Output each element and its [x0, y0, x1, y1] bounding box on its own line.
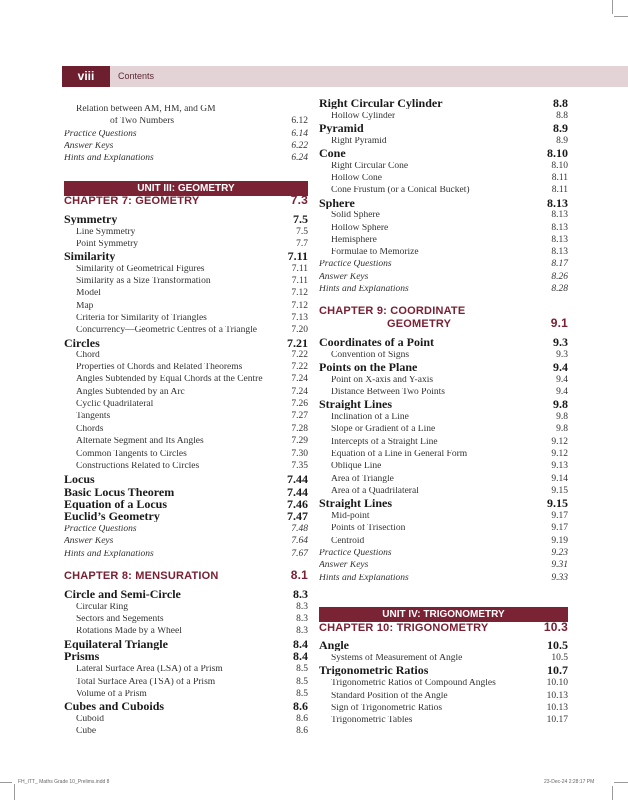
toc-page-number: 8.10	[551, 161, 568, 172]
toc-page-number: 9.12	[551, 449, 568, 460]
toc-subsection-entry	[64, 289, 308, 299]
toc-entry-title: Symmetry	[64, 213, 118, 225]
toc-entry-title: Points on the Plane	[319, 361, 418, 373]
toc-entry-title: Area of a Quadrilateral	[331, 487, 419, 497]
toc-section-entry	[64, 486, 308, 498]
toc-subsection-entry	[319, 462, 568, 472]
toc-entry-title: Model	[76, 289, 101, 299]
toc-section-entry	[64, 213, 308, 225]
toc-entry-title: CHAPTER 7: GEOMETRY	[64, 195, 200, 207]
toc-subsection-entry	[64, 665, 308, 675]
toc-section-entry	[64, 638, 308, 650]
toc-entry-title: Circle and Semi-Circle	[64, 588, 181, 600]
toc-subsection-entry	[64, 462, 308, 472]
toc-subsection-entry	[64, 437, 308, 447]
crop-mark	[0, 782, 12, 783]
toc-page-number: 9.23	[551, 548, 568, 559]
toc-entry-title: Line Symmetry	[76, 228, 136, 238]
toc-page-number: 9.33	[551, 573, 568, 584]
toc-entry-title: Cube	[76, 727, 97, 737]
toc-page-number: 6.24	[291, 153, 308, 164]
toc-entry-title: Common Tangents to Circles	[76, 450, 187, 460]
toc-entry-title: Locus	[64, 473, 95, 485]
toc-entry-title: Concurrency—Geometric Centres of a Triangle	[76, 326, 257, 336]
unit-heading: UNIT III: GEOMETRY	[64, 181, 308, 196]
toc-page-number: 8.13	[551, 247, 568, 258]
toc-entry-title: Centroid	[331, 537, 365, 547]
toc-entry-title: Coordinates of a Point	[319, 336, 434, 348]
toc-backmatter-entry	[319, 561, 568, 571]
toc-entry-title: Slope or Gradient of a Line	[331, 425, 436, 435]
toc-subsection-entry	[319, 692, 568, 702]
toc-subsection-entry	[64, 425, 308, 435]
toc-entry-title: Mid-point	[331, 512, 370, 522]
toc-section-entry	[64, 250, 308, 262]
toc-page-number: 8.5	[296, 677, 308, 688]
toc-section-entry	[64, 510, 308, 522]
toc-page-number: 7.24	[291, 374, 308, 385]
toc-entry-title: Distance Between Two Points	[331, 388, 445, 398]
toc-page-number: 7.27	[291, 411, 308, 422]
toc-entry-title: Area of Triangle	[331, 475, 394, 485]
toc-page-number: 8.11	[551, 185, 568, 196]
toc-section-entry	[64, 650, 308, 662]
toc-page-number: 7.64	[291, 536, 308, 547]
toc-entry-title: Standard Position of the Angle	[331, 692, 448, 702]
toc-page-number: 8.3	[296, 626, 308, 637]
toc-entry-title: Hollow Cone	[331, 174, 382, 184]
toc-page-number: 7.3	[290, 192, 308, 207]
toc-page-number: 6.22	[291, 141, 308, 152]
toc-entry-title: Volume of a Prism	[76, 690, 147, 700]
toc-entry-title: Answer Keys	[319, 561, 369, 571]
toc-entry-title: Sphere	[319, 197, 355, 209]
toc-subsection-entry	[64, 603, 308, 613]
toc-page-number: 8.3	[293, 587, 308, 601]
toc-entry-title: Practice Questions	[64, 130, 137, 140]
toc-page-number: 7.5	[293, 212, 308, 226]
toc-backmatter-entry	[64, 142, 308, 152]
crop-mark	[612, 0, 613, 14]
toc-entry-title: Cone Frustum (or a Conical Bucket)	[331, 186, 470, 196]
toc-page-number: 9.8	[556, 412, 568, 423]
toc-subsection-entry	[319, 388, 568, 398]
toc-subsection-entry	[64, 277, 308, 287]
toc-subsection-entry	[319, 704, 568, 714]
toc-backmatter-entry	[64, 154, 308, 164]
toc-entry-title: Point on X-axis and Y-axis	[331, 376, 434, 386]
toc-page-number: 10.5	[551, 653, 568, 664]
toc-subsection-entry	[319, 137, 568, 147]
toc-page-number: 10.10	[546, 678, 568, 689]
toc-subsection-entry	[64, 388, 308, 398]
toc-entry-title: Hollow Cylinder	[331, 112, 396, 122]
toc-page-number: 9.14	[551, 474, 568, 485]
toc-page-number: 7.11	[287, 249, 308, 263]
toc-entry-title: Points of Trisection	[331, 524, 406, 534]
toc-subsection-entry	[319, 716, 568, 726]
toc-page-number: 9.4	[556, 387, 568, 398]
toc-entry-title: Rotations Made by a Wheel	[76, 627, 182, 637]
toc-entry-title: Inclination of a Line	[331, 413, 409, 423]
toc-page-number: 8.6	[296, 726, 308, 737]
toc-page-number: 7.11	[291, 264, 308, 275]
toc-subsection-entry	[64, 302, 308, 312]
toc-subsection-entry	[64, 351, 308, 361]
toc-entry-title: Hemisphere	[331, 236, 377, 246]
toc-section-entry	[319, 122, 568, 134]
toc-page-number: 9.4	[556, 375, 568, 386]
toc-subsection-entry	[64, 727, 308, 737]
toc-page-number: 9.12	[551, 437, 568, 448]
toc-page-number: 10.13	[546, 691, 568, 702]
toc-subsection-entry	[319, 186, 568, 196]
toc-entry-title: Intercepts of a Straight Line	[331, 438, 438, 448]
toc-page-number: 8.9	[553, 121, 568, 135]
toc-page-number: 8.4	[293, 637, 308, 651]
toc-entry-title: Chords	[76, 425, 104, 435]
toc-page-number: 8.13	[551, 210, 568, 221]
toc-section-entry	[64, 473, 308, 485]
toc-page-number: 10.7	[547, 663, 568, 677]
toc-page-number: 9.8	[556, 424, 568, 435]
toc-entry-title: Angles Subtended by Equal Chords at the Centre	[76, 375, 263, 385]
toc-page-number: 7.28	[291, 424, 308, 435]
toc-entry-title: Hints and Explanations	[319, 574, 409, 584]
toc-page-number: 9.3	[553, 335, 568, 349]
toc-subsection-entry	[319, 450, 568, 460]
toc-page-number: 7.12	[291, 288, 308, 299]
toc-entry-title: Angle	[319, 639, 349, 651]
toc-page-number: 8.6	[296, 714, 308, 725]
toc-entry-title: Constructions Related to Circles	[76, 462, 200, 472]
toc-subsection-entry	[319, 475, 568, 485]
crop-mark	[14, 784, 15, 800]
toc-page-number: 10.17	[546, 715, 568, 726]
toc-page-number: 9.19	[551, 536, 568, 547]
toc-entry-title: Trigonometric Ratios	[319, 664, 429, 676]
toc-entry-title: Practice Questions	[319, 260, 392, 270]
toc-entry-title: Equation of a Line in General Form	[331, 450, 468, 460]
toc-page-number: 9.3	[556, 350, 568, 361]
toc-chapter-entry	[64, 192, 308, 207]
toc-subsection-entry	[64, 265, 308, 275]
toc-page-number: 7.7	[296, 239, 308, 250]
toc-subsection-entry	[64, 400, 308, 410]
toc-subsection-entry	[64, 363, 308, 373]
toc-page-number: 7.21	[287, 336, 308, 350]
toc-entry-title: Practice Questions	[319, 549, 392, 559]
toc-subsection-entry	[64, 690, 308, 700]
toc-entry-title: Hints and Explanations	[319, 285, 409, 295]
toc-page-number: 7.24	[291, 387, 308, 398]
toc-entry-title: Map	[76, 302, 94, 312]
toc-subsection-entry	[319, 524, 568, 534]
page-number-tab: viii	[62, 66, 110, 87]
toc-section-entry	[319, 97, 568, 109]
toc-page-number: 8.8	[556, 111, 568, 122]
toc-subsection-entry	[64, 412, 308, 422]
toc-entry-title: Chord	[76, 351, 100, 361]
toc-subsection-entry	[319, 512, 568, 522]
toc-entry-title: Similarity	[64, 250, 116, 262]
toc-subsection-entry	[64, 240, 308, 250]
toc-entry-title: Tangents	[76, 412, 111, 422]
toc-subsection-entry	[64, 228, 308, 238]
toc-backmatter-entry	[64, 130, 308, 140]
toc-page-number: 7.35	[291, 461, 308, 472]
toc-subsection-entry	[64, 627, 308, 637]
toc-entry-title: Answer Keys	[319, 273, 369, 283]
toc-section-entry	[319, 497, 568, 509]
toc-page-number: 7.13	[291, 313, 308, 324]
toc-page-number: 8.5	[296, 689, 308, 700]
toc-page-number: 9.4	[553, 360, 568, 374]
toc-page-number: 8.8	[553, 96, 568, 110]
toc-section-entry	[319, 639, 568, 651]
toc-page-number: 6.12	[291, 116, 308, 127]
running-header-title: Contents	[118, 71, 155, 81]
toc-subsection-entry	[64, 117, 308, 127]
toc-subsection-entry	[64, 375, 308, 385]
toc-backmatter-entry	[319, 260, 568, 270]
toc-entry-title: Hollow Sphere	[331, 224, 389, 234]
toc-entry-title: Hints and Explanations	[64, 154, 154, 164]
toc-subsection-entry	[319, 174, 568, 184]
print-slug-left: FH_ITT_ Maths Grade 10_Prelims.indd 8	[18, 779, 110, 785]
toc-page-number: 8.13	[551, 223, 568, 234]
toc-section-entry	[319, 197, 568, 209]
toc-page-number: 7.48	[291, 524, 308, 535]
toc-page-number: 8.10	[547, 146, 568, 160]
unit-heading: UNIT IV: TRIGONOMETRY	[319, 607, 568, 622]
toc-page-number: 9.15	[547, 496, 568, 510]
toc-subsection-entry	[319, 236, 568, 246]
toc-subsection-entry	[319, 438, 568, 448]
toc-subsection-entry	[319, 224, 568, 234]
toc-page-number: 10.3	[543, 619, 568, 634]
toc-chapter-entry	[319, 315, 568, 330]
toc-entry-title: Trigonometric Tables	[331, 716, 413, 726]
toc-entry-title: Equation of a Locus	[64, 498, 168, 510]
toc-backmatter-entry	[319, 285, 568, 295]
toc-entry-title: Sectors and Segements	[76, 615, 164, 625]
toc-entry-title: Sign of Trigonometric Ratios	[331, 704, 443, 714]
toc-entry-title: Trigonometric Ratios of Compound Angles	[331, 679, 496, 689]
toc-page-number: 8.5	[296, 664, 308, 675]
toc-page-number: 7.5	[296, 227, 308, 238]
toc-section-entry	[319, 147, 568, 159]
toc-backmatter-entry	[64, 537, 308, 547]
crop-mark	[614, 16, 628, 17]
toc-backmatter-entry	[319, 549, 568, 559]
toc-subsection-entry	[319, 413, 568, 423]
toc-page-number: 9.8	[553, 397, 568, 411]
toc-page-number: 8.3	[296, 614, 308, 625]
toc-chapter-entry	[319, 306, 568, 317]
toc-page-number: 7.22	[291, 362, 308, 373]
toc-page-number: 8.26	[551, 272, 568, 283]
toc-entry-title: of Two Numbers	[110, 117, 175, 127]
toc-section-entry	[319, 398, 568, 410]
toc-page-number: 7.44	[287, 472, 308, 486]
toc-section-entry	[64, 498, 308, 510]
toc-subsection-entry	[319, 211, 568, 221]
toc-subsection-entry	[64, 615, 308, 625]
toc-entry-title: Cyclic Quadrilateral	[76, 400, 154, 410]
toc-subsection-entry	[319, 487, 568, 497]
toc-entry-title: Cuboid	[76, 715, 104, 725]
toc-entry-title: Hints and Explanations	[64, 550, 154, 560]
toc-entry-title: Straight Lines	[319, 398, 393, 410]
toc-entry-title: Practice Questions	[64, 525, 137, 535]
toc-page-number: 7.12	[291, 301, 308, 312]
toc-chapter-entry	[64, 567, 308, 582]
toc-page-number: 7.67	[291, 549, 308, 560]
toc-entry-title: Criteria for Similarity of Triangles	[76, 314, 207, 324]
toc-subsection-entry	[64, 715, 308, 725]
toc-entry-title: Similarity as a Size Transformation	[76, 277, 211, 287]
toc-entry-title: Answer Keys	[64, 142, 114, 152]
toc-page-number: 8.11	[551, 173, 568, 184]
toc-section-entry	[64, 588, 308, 600]
toc-page-number: 8.1	[290, 567, 308, 582]
toc-entry-title: Cone	[319, 147, 346, 159]
toc-subsection-entry	[64, 105, 308, 115]
toc-subsection-entry	[64, 678, 308, 688]
toc-subsection-entry	[64, 314, 308, 324]
toc-entry-title: Similarity of Geometrical Figures	[76, 265, 205, 275]
toc-entry-title: GEOMETRY	[387, 318, 452, 330]
toc-entry-title: CHAPTER 8: MENSURATION	[64, 570, 219, 582]
toc-entry-title: Properties of Chords and Related Theorems	[76, 363, 243, 373]
print-slug-right: 23-Dec-24 2:28:17 PM	[544, 779, 595, 785]
toc-entry-title: Alternate Segment and Its Angles	[76, 437, 204, 447]
toc-page-number: 9.15	[551, 486, 568, 497]
toc-section-entry	[64, 337, 308, 349]
toc-page-number: 8.17	[551, 259, 568, 270]
toc-subsection-entry	[319, 248, 568, 258]
toc-entry-title: Right Circular Cone	[331, 162, 409, 172]
toc-section-entry	[319, 336, 568, 348]
toc-page-number: 7.46	[287, 497, 308, 511]
toc-section-entry	[319, 361, 568, 373]
toc-entry-title: Answer Keys	[64, 537, 114, 547]
toc-page-number: 9.17	[551, 523, 568, 534]
toc-section-entry	[319, 664, 568, 676]
toc-page-number: 7.22	[291, 350, 308, 361]
toc-page-number: 6.14	[291, 129, 308, 140]
toc-subsection-entry	[319, 351, 568, 361]
toc-entry-title: Point Symmetry	[76, 240, 139, 250]
toc-backmatter-entry	[319, 574, 568, 584]
toc-entry-title: Pyramid	[319, 122, 364, 134]
toc-entry-title: Prisms	[64, 650, 100, 662]
toc-entry-title: Cubes and Cuboids	[64, 700, 165, 712]
toc-subsection-entry	[319, 679, 568, 689]
toc-entry-title: Systems of Measurement of Angle	[331, 654, 463, 664]
toc-entry-title: Straight Lines	[319, 497, 393, 509]
toc-entry-title: CHAPTER 9: COORDINATE	[319, 305, 466, 317]
toc-entry-title: Right Pyramid	[331, 137, 387, 147]
toc-page-number: 9.17	[551, 511, 568, 522]
toc-entry-title: CHAPTER 10: TRIGONOMETRY	[319, 622, 489, 634]
toc-page-number: 10.5	[547, 638, 568, 652]
toc-entry-title: Equilateral Triangle	[64, 638, 168, 650]
toc-page-number: 7.44	[287, 485, 308, 499]
toc-entry-title: Solid Sphere	[331, 211, 380, 221]
toc-backmatter-entry	[319, 273, 568, 283]
toc-entry-title: Convention of Signs	[331, 351, 410, 361]
toc-page-number: 8.4	[293, 649, 308, 663]
toc-entry-title: Basic Locus Theorem	[64, 486, 175, 498]
toc-page-number: 8.6	[293, 699, 308, 713]
toc-page-number: 10.13	[546, 703, 568, 714]
toc-page-number: 7.29	[291, 436, 308, 447]
toc-page-number: 8.28	[551, 284, 568, 295]
toc-section-entry	[64, 700, 308, 712]
toc-page-number: 8.9	[556, 136, 568, 147]
toc-entry-title: Formulae to Memorize	[331, 248, 419, 258]
toc-subsection-entry	[319, 376, 568, 386]
toc-page-number: 9.13	[551, 461, 568, 472]
toc-page-number: 7.11	[291, 276, 308, 287]
toc-subsection-entry	[319, 425, 568, 435]
toc-page-number: 8.3	[296, 602, 308, 613]
toc-page-number: 9.1	[550, 315, 568, 330]
toc-entry-title: Lateral Surface Area (LSA) of a Prism	[76, 665, 223, 675]
toc-entry-title: Euclid’s Geometry	[64, 510, 160, 522]
toc-subsection-entry	[64, 326, 308, 336]
toc-page-number: 8.13	[551, 235, 568, 246]
toc-page-number: 7.47	[287, 509, 308, 523]
toc-page-number: 7.20	[291, 325, 308, 336]
toc-page-number: 8.13	[547, 196, 568, 210]
toc-page-number: 7.26	[291, 399, 308, 410]
crop-mark	[612, 786, 613, 800]
toc-subsection-entry	[319, 162, 568, 172]
toc-entry-title: Circles	[64, 337, 100, 349]
toc-backmatter-entry	[64, 525, 308, 535]
toc-backmatter-entry	[64, 550, 308, 560]
toc-subsection-entry	[319, 537, 568, 547]
toc-subsection-entry	[319, 112, 568, 122]
toc-entry-title: Relation between AM, HM, and GM	[76, 105, 216, 115]
toc-subsection-entry	[319, 654, 568, 664]
toc-page-number: 9.31	[551, 560, 568, 571]
toc-entry-title: Angles Subtended by an Arc	[76, 388, 185, 398]
toc-entry-title: Oblique Line	[331, 462, 382, 472]
toc-chapter-entry	[319, 619, 568, 634]
toc-subsection-entry	[64, 450, 308, 460]
toc-page-number: 7.30	[291, 449, 308, 460]
toc-entry-title: Right Circular Cylinder	[319, 97, 443, 109]
toc-entry-title: Total Surface Area (TSA) of a Prism	[76, 678, 216, 688]
toc-entry-title: Circular Ring	[76, 603, 128, 613]
crop-mark	[614, 782, 628, 783]
